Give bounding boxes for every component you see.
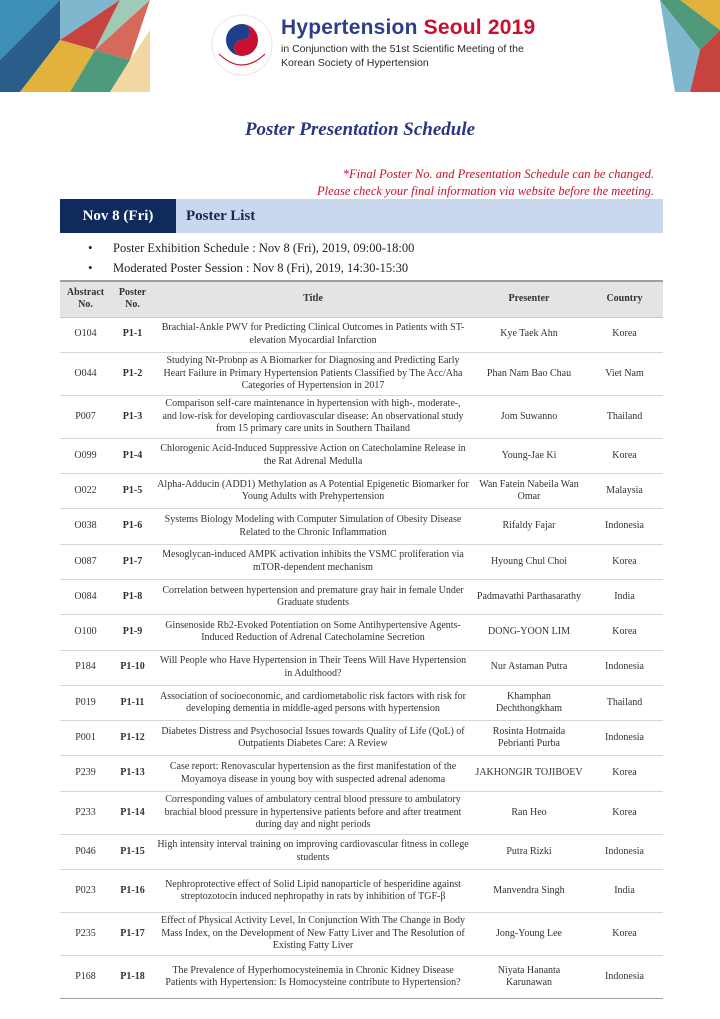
poster-no: P1-17 — [111, 913, 154, 956]
abstract-no: P235 — [60, 913, 111, 956]
poster-table — [60, 280, 663, 999]
poster-title: Association of socioeconomic, and cardiometabolic risk factors with risk for developing dementia in middle-aged persons with hypertension — [154, 685, 472, 720]
col-header-poster-no: Poster No. — [111, 281, 154, 317]
presenter: Khamphan Dechthongkham — [472, 685, 586, 720]
presenter: Rifaldy Fajar — [472, 509, 586, 544]
abstract-no: O044 — [60, 352, 111, 395]
table-row — [60, 544, 663, 579]
table-row — [60, 913, 663, 956]
table-row — [60, 791, 663, 834]
country: Korea — [586, 615, 663, 650]
poster-title: Corresponding values of ambulatory central blood pressure to ambulatory brachial blood pressure in hypertensive patients before and after treatment during day and night periods — [154, 791, 472, 834]
country: Malaysia — [586, 474, 663, 509]
table-row — [60, 474, 663, 509]
poster-no: P1-8 — [111, 579, 154, 614]
country: Indonesia — [586, 721, 663, 756]
country: Korea — [586, 913, 663, 956]
country: India — [586, 579, 663, 614]
table-header-row — [60, 281, 663, 317]
poster-no: P1-11 — [111, 685, 154, 720]
table-row — [60, 685, 663, 720]
poster-no: P1-6 — [111, 509, 154, 544]
poster-title: Studying Nt-Probnp as A Biomarker for Diagnosing and Predicting Early Heart Failure in Primary Hypertension Patients Classified by The Acc/Aha Categories of Hypertension in 2017 — [154, 352, 472, 395]
col-header-country: Country — [586, 281, 663, 317]
abstract-no: P001 — [60, 721, 111, 756]
poster-title: Case report: Renovascular hypertension as the first manifestation of the Moyamoya disease in young boy with suspected adrenal adenoma — [154, 756, 472, 791]
bullet-exhibition-schedule: • Poster Exhibition Schedule : Nov 8 (Fri), 2019, 09:00-18:00 — [88, 238, 414, 258]
poster-title: Chlorogenic Acid-Induced Suppressive Action on Catecholamine Release in the Rat Adrenal Medulla — [154, 438, 472, 473]
poster-title: Will People who Have Hypertension in Their Teens Will Have Hypertension in Adulthood? — [154, 650, 472, 685]
col-header-presenter: Presenter — [472, 281, 586, 317]
conference-logo-icon — [211, 14, 273, 76]
country: Indonesia — [586, 956, 663, 999]
table-row — [60, 438, 663, 473]
poster-no: P1-7 — [111, 544, 154, 579]
poster-title: Effect of Physical Activity Level, In Conjunction With The Change in Body Mass Index, on the Development of New Fatty Liver and The Resolution of Existing Fatty Liver — [154, 913, 472, 956]
presenter: Nur Astaman Putra — [472, 650, 586, 685]
poster-title: Diabetes Distress and Psychosocial Issues towards Quality of Life (QoL) of Outpatients Diabetes Care: A Review — [154, 721, 472, 756]
abstract-no: O038 — [60, 509, 111, 544]
notice-line-2: Please check your final information via website before the meeting. — [317, 184, 654, 198]
abstract-no: P184 — [60, 650, 111, 685]
presenter: Rosinta Hotmaida Pebrianti Purba — [472, 721, 586, 756]
table-row — [60, 509, 663, 544]
abstract-no: P007 — [60, 395, 111, 438]
col-header-title: Title — [154, 281, 472, 317]
abstract-no: O100 — [60, 615, 111, 650]
presenter: Jom Suwanno — [472, 395, 586, 438]
presenter: Jong-Young Lee — [472, 913, 586, 956]
abstract-no: O022 — [60, 474, 111, 509]
day-header-bar — [60, 199, 663, 233]
mosaic-decoration-right — [640, 0, 720, 92]
country: Korea — [586, 791, 663, 834]
poster-no: P1-14 — [111, 791, 154, 834]
presenter: Manvendra Singh — [472, 870, 586, 913]
poster-title: Nephroprotective effect of Solid Lipid nanoparticle of hesperidine against streptozotocin induced nephropathy in rats by inhibition of TGF-β — [154, 870, 472, 913]
abstract-no: P233 — [60, 791, 111, 834]
poster-title: Systems Biology Modeling with Computer Simulation of Obesity Disease Related to the Chronic Inflammation — [154, 509, 472, 544]
bullet-moderated-session: • Moderated Poster Session : Nov 8 (Fri), 2019, 14:30-15:30 — [88, 258, 414, 278]
table-row — [60, 834, 663, 869]
abstract-no: O087 — [60, 544, 111, 579]
country: Viet Nam — [586, 352, 663, 395]
presenter: Wan Fatein Nabeila Wan Omar — [472, 474, 586, 509]
day-label: Nov 8 (Fri) — [60, 199, 176, 233]
schedule-bullet-list — [88, 238, 414, 278]
country: Indonesia — [586, 834, 663, 869]
poster-title: Correlation between hypertension and premature gray hair in female Under Graduate students — [154, 579, 472, 614]
presenter: JAKHONGIR TOJIBOEV — [472, 756, 586, 791]
country: India — [586, 870, 663, 913]
country: Thailand — [586, 395, 663, 438]
country: Korea — [586, 317, 663, 352]
poster-no: P1-18 — [111, 956, 154, 999]
abstract-no: P019 — [60, 685, 111, 720]
poster-no: P1-5 — [111, 474, 154, 509]
poster-title: Brachial-Ankle PWV for Predicting Clinical Outcomes in Patients with ST-elevation Myocardial Infarction — [154, 317, 472, 352]
table-row — [60, 650, 663, 685]
presenter: Niyata Hananta Karunawan — [472, 956, 586, 999]
section-title: Poster List — [186, 207, 256, 224]
table-row — [60, 956, 663, 999]
country: Indonesia — [586, 509, 663, 544]
poster-title: Ginsenoside Rb2-Evoked Potentiation on Some Antihypertensive Agents-Induced Reduction of Adrenal Catecholamine Secretion — [154, 615, 472, 650]
presenter: Ran Heo — [472, 791, 586, 834]
poster-title: Comparison self-care maintenance in hypertension with high-, moderate-, and low-risk for developing cardiovascular disease: An observational study from 15 primary care units in Southern Thailand — [154, 395, 472, 438]
table-row — [60, 870, 663, 913]
abstract-no: P023 — [60, 870, 111, 913]
poster-no: P1-16 — [111, 870, 154, 913]
presenter: Hyoung Chul Choi — [472, 544, 586, 579]
table-row — [60, 395, 663, 438]
poster-no: P1-10 — [111, 650, 154, 685]
poster-no: P1-1 — [111, 317, 154, 352]
notice-line-1: *Final Poster No. and Presentation Schedule can be changed. — [342, 167, 654, 181]
country: Korea — [586, 544, 663, 579]
poster-no: P1-12 — [111, 721, 154, 756]
poster-title: Alpha-Adducin (ADD1) Methylation as A Potential Epigenetic Biomarker for Young Adults with Prehypertension — [154, 474, 472, 509]
presenter: Putra Rizki — [472, 834, 586, 869]
brand-subtitle-line2: Korean Society of Hypertension — [281, 57, 429, 69]
table-row — [60, 352, 663, 395]
abstract-no: O104 — [60, 317, 111, 352]
poster-title: Mesoglycan-induced AMPK activation inhibits the VSMC proliferation via mTOR-dependent mechanism — [154, 544, 472, 579]
country: Korea — [586, 438, 663, 473]
country: Korea — [586, 756, 663, 791]
abstract-no: P168 — [60, 956, 111, 999]
poster-title: The Prevalence of Hyperhomocysteinemia in Chronic Kidney Disease Patients with Hypertension: Is Homocysteine contribute to Hypertension? — [154, 956, 472, 999]
poster-no: P1-3 — [111, 395, 154, 438]
table-row — [60, 317, 663, 352]
abstract-no: O084 — [60, 579, 111, 614]
poster-no: P1-4 — [111, 438, 154, 473]
col-header-abstract-no: Abstract No. — [60, 281, 111, 317]
brand-title: Hypertension Seoul 2019 — [281, 16, 536, 39]
poster-no: P1-9 — [111, 615, 154, 650]
abstract-no: P046 — [60, 834, 111, 869]
presenter: Young-Jae Ki — [472, 438, 586, 473]
mosaic-decoration-left — [0, 0, 150, 92]
abstract-no: O099 — [60, 438, 111, 473]
table-row — [60, 756, 663, 791]
presenter: DONG-YOON LIM — [472, 615, 586, 650]
poster-no: P1-2 — [111, 352, 154, 395]
table-row — [60, 615, 663, 650]
brand-subtitle-line1: in Conjunction with the 51st Scientific Meeting of the — [281, 43, 524, 55]
abstract-no: P239 — [60, 756, 111, 791]
page-title: Poster Presentation Schedule — [244, 119, 476, 140]
table-row — [60, 579, 663, 614]
presenter: Kye Taek Ahn — [472, 317, 586, 352]
poster-no: P1-13 — [111, 756, 154, 791]
country: Indonesia — [586, 650, 663, 685]
poster-title: High intensity interval training on improving cardiovascular fitness in college students — [154, 834, 472, 869]
header-banner — [0, 0, 720, 92]
presenter: Padmavathi Parthasarathy — [472, 579, 586, 614]
country: Thailand — [586, 685, 663, 720]
poster-no: P1-15 — [111, 834, 154, 869]
presenter: Phan Nam Bao Chau — [472, 352, 586, 395]
table-row — [60, 721, 663, 756]
